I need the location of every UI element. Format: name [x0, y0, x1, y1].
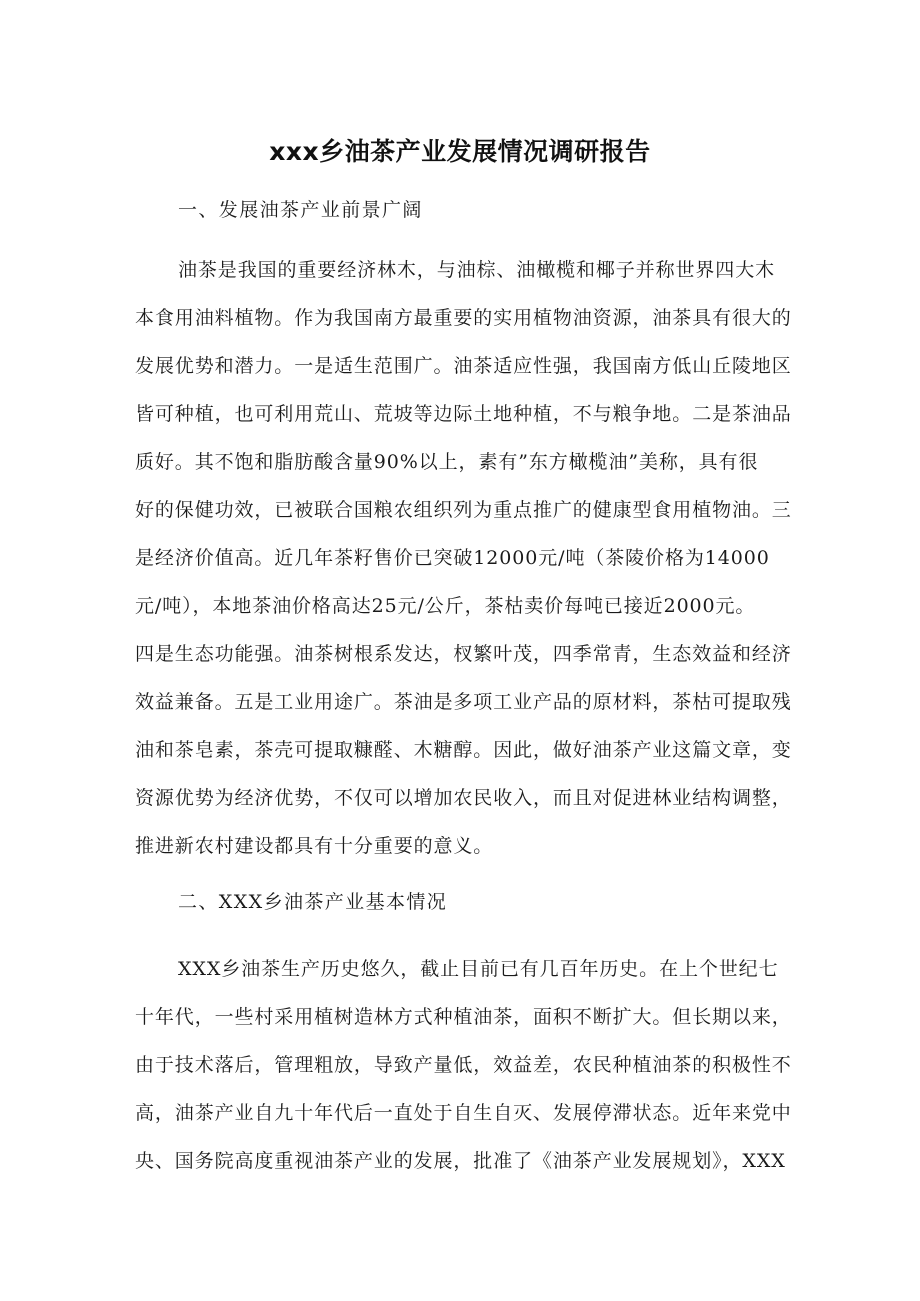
section-heading-1: 一、发展油茶产业前景广阔 [178, 199, 423, 221]
paragraph-line: XXX乡油茶生产历史悠久，截止目前已有几百年历史。在上个世纪七 [178, 958, 779, 980]
paragraph-line: 效益兼备。五是工业用途广。茶油是多项工业产品的原材料，茶枯可提取残 [135, 691, 792, 713]
paragraph-line: 资源优势为经济优势，不仅可以增加农民收入，而且对促进林业结构调整， [135, 787, 792, 809]
paragraph-line: 好的保健功效，已被联合国粮农组织列为重点推广的健康型食用植物油。三 [135, 499, 792, 521]
paragraph-line: 油茶是我国的重要经济林木，与油棕、油橄榄和椰子并称世界四大木 [178, 259, 776, 281]
paragraph-line: 皆可种植，也可利用荒山、荒坡等边际土地种植，不与粮争地。二是茶油品 [135, 403, 792, 425]
paragraph-line: 十年代，一些村采用植树造林方式种植油茶，面积不断扩大。但长期以来， [135, 1006, 792, 1028]
paragraph-line: 发展优势和潜力。一是适生范围广。油茶适应性强，我国南方低山丘陵地区 [135, 355, 792, 377]
paragraph-line: 推进新农村建设都具有十分重要的意义。 [135, 835, 494, 857]
paragraph-line: 是经济价值高。近几年茶籽售价已突破12000元/吨（茶陵价格为14000 [135, 547, 770, 569]
paragraph-line: 本食用油料植物。作为我国南方最重要的实用植物油资源，油茶具有很大的 [135, 307, 792, 329]
paragraph-line: 油和茶皂素，茶壳可提取糠醛、木糖醇。因此，做好油茶产业这篇文章，变 [135, 739, 792, 761]
paragraph-line: 元/吨），本地茶油价格高达25元/公斤，茶枯卖价每吨已接近2000元。 [135, 595, 756, 617]
paragraph-line: 质好。其不饱和脂肪酸含量90%以上，素有”东方橄榄油”美称，具有很 [135, 451, 759, 473]
paragraph-line: 央、国务院高度重视油茶产业的发展，批准了《油茶产业发展规划》，XXX [135, 1150, 786, 1172]
document-title: xxx乡油茶产业发展情况调研报告 [269, 137, 651, 166]
paragraph-line: 四是生态功能强。油茶树根系发达，杈繁叶茂，四季常青，生态效益和经济 [135, 643, 792, 665]
section-heading-2: 二、XXX乡油茶产业基本情况 [178, 891, 448, 913]
paragraph-line: 由于技术落后，管理粗放，导致产量低，效益差，农民种植油茶的积极性不 [135, 1054, 792, 1076]
paragraph-line: 高，油茶产业自九十年代后一直处于自生自灭、发展停滞状态。近年来党中 [135, 1102, 792, 1124]
